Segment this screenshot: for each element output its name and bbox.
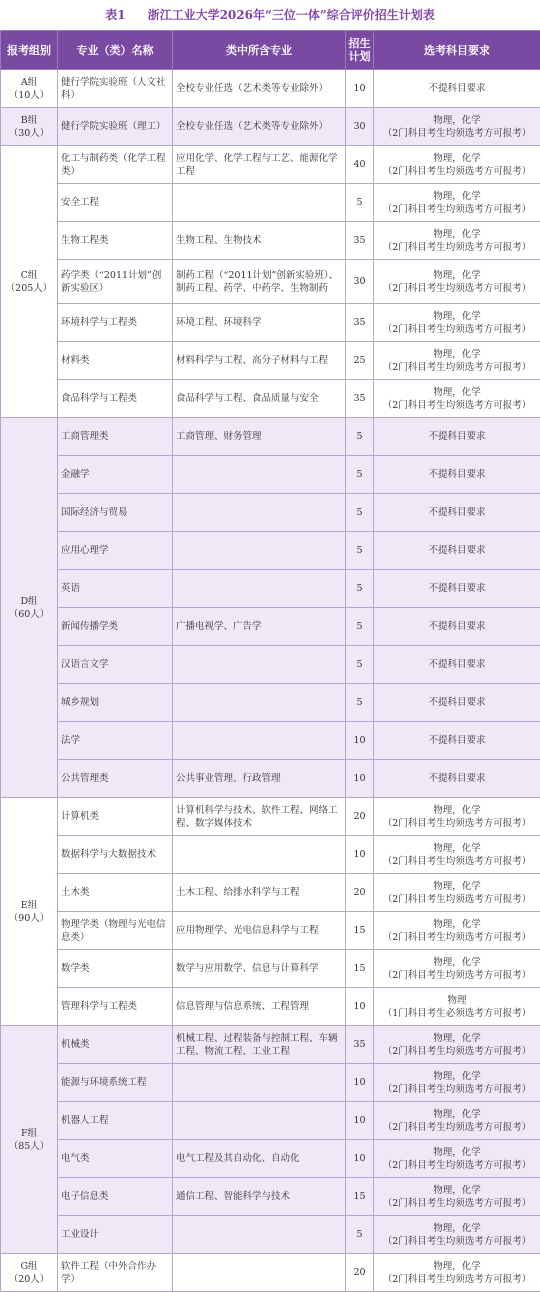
major-cell: 土木类	[58, 874, 173, 912]
subject-requirement-cell: 不提科目要求	[374, 684, 540, 722]
major-cell: 计算机类	[58, 798, 173, 836]
subject-requirement-cell: 不提科目要求	[374, 418, 540, 456]
major-cell: 法学	[58, 722, 173, 760]
subject-requirement-cell: 不提科目要求	[374, 608, 540, 646]
group-cell: A组 （10人）	[1, 70, 58, 108]
plan-cell: 30	[346, 260, 374, 304]
included-majors-cell: 生物工程、生物技术	[173, 222, 346, 260]
subject-requirement-cell: 物理，化学 （2门科目考生均须选考方可报考）	[374, 1102, 540, 1140]
plan-cell: 35	[346, 304, 374, 342]
subject-requirement-cell: 物理，化学 （2门科目考生均须选考方可报考）	[374, 108, 540, 146]
major-cell: 生物工程类	[58, 222, 173, 260]
table-row	[1, 760, 540, 798]
plan-cell: 15	[346, 1178, 374, 1216]
subject-requirement-cell: 物理，化学 （2门科目考生均须选考方可报考）	[374, 1064, 540, 1102]
table-row	[1, 184, 540, 222]
major-cell: 化工与制药类（化学工程类）	[58, 146, 173, 184]
table-title	[0, 0, 540, 30]
header-major: 专业（类）名称	[58, 31, 173, 70]
major-cell: 物理学类（物理与光电信息类）	[58, 912, 173, 950]
subject-requirement-cell: 物理，化学 （2门科目考生均须选考方可报考）	[374, 1026, 540, 1064]
group-cell: E组 （90人）	[1, 798, 58, 1026]
table-row	[1, 1026, 540, 1064]
included-majors-cell	[173, 646, 346, 684]
subject-requirement-cell: 物理，化学 （2门科目考生均须选考方可报考）	[374, 342, 540, 380]
included-majors-cell: 机械工程、过程装备与控制工程、车辆工程、物流工程、工业工程	[173, 1026, 346, 1064]
included-majors-cell: 工商管理、财务管理	[173, 418, 346, 456]
included-majors-cell: 通信工程、智能科学与技术	[173, 1178, 346, 1216]
table-body	[1, 70, 540, 1292]
included-majors-cell: 环境工程、环境科学	[173, 304, 346, 342]
subject-requirement-cell: 不提科目要求	[374, 646, 540, 684]
included-majors-cell: 材料科学与工程、高分子材料与工程	[173, 342, 346, 380]
group-cell: D组 （60人）	[1, 418, 58, 798]
plan-cell: 20	[346, 1254, 374, 1292]
major-cell: 管理科学与工程类	[58, 988, 173, 1026]
included-majors-cell	[173, 1216, 346, 1254]
subject-requirement-cell: 物理，化学 （2门科目考生均须选考方可报考）	[374, 184, 540, 222]
table-title-text: 浙江工业大学2026年“三位一体”综合评价招生计划表	[148, 8, 435, 22]
major-cell: 电气类	[58, 1140, 173, 1178]
included-majors-cell: 公共事业管理、行政管理	[173, 760, 346, 798]
plan-cell: 10	[346, 70, 374, 108]
plan-cell: 5	[346, 608, 374, 646]
subject-requirement-cell: 不提科目要求	[374, 760, 540, 798]
table-row	[1, 532, 540, 570]
included-majors-cell	[173, 570, 346, 608]
plan-cell: 5	[346, 494, 374, 532]
included-majors-cell	[173, 532, 346, 570]
header-plan: 招生计划	[346, 31, 374, 70]
included-majors-cell: 广播电视学、广告学	[173, 608, 346, 646]
table-row	[1, 260, 540, 304]
subject-requirement-cell: 物理，化学 （2门科目考生均须选考方可报考）	[374, 950, 540, 988]
table-header-row	[1, 31, 540, 70]
plan-cell: 5	[346, 684, 374, 722]
table-row	[1, 798, 540, 836]
major-cell: 工业设计	[58, 1216, 173, 1254]
plan-cell: 15	[346, 950, 374, 988]
table-number: 表1	[105, 8, 125, 22]
table-row	[1, 1102, 540, 1140]
subject-requirement-cell: 物理，化学 （2门科目考生均须选考方可报考）	[374, 260, 540, 304]
subject-requirement-cell: 不提科目要求	[374, 456, 540, 494]
included-majors-cell: 全校专业任选（艺术类等专业除外）	[173, 108, 346, 146]
subject-requirement-cell: 物理，化学 （2门科目考生均须选考方可报考）	[374, 380, 540, 418]
table-row	[1, 1216, 540, 1254]
subject-requirement-cell: 物理，化学 （2门科目考生均须选考方可报考）	[374, 1178, 540, 1216]
subject-requirement-cell: 不提科目要求	[374, 494, 540, 532]
table-row	[1, 836, 540, 874]
major-cell: 材料类	[58, 342, 173, 380]
major-cell: 工商管理类	[58, 418, 173, 456]
major-cell: 汉语言文学	[58, 646, 173, 684]
subject-requirement-cell: 不提科目要求	[374, 532, 540, 570]
group-cell: C组 （205人）	[1, 146, 58, 418]
included-majors-cell: 土木工程、给排水科学与工程	[173, 874, 346, 912]
included-majors-cell: 信息管理与信息系统、工程管理	[173, 988, 346, 1026]
subject-requirement-cell: 物理，化学 （2门科目考生均须选考方可报考）	[374, 1216, 540, 1254]
table-row	[1, 722, 540, 760]
plan-cell: 5	[346, 646, 374, 684]
major-cell: 能源与环境系统工程	[58, 1064, 173, 1102]
header-subject-requirement: 选考科目要求	[374, 31, 540, 70]
subject-requirement-cell: 物理，化学 （2门科目考生均须选考方可报考）	[374, 912, 540, 950]
plan-cell: 10	[346, 1140, 374, 1178]
subject-requirement-cell: 物理，化学 （2门科目考生均须选考方可报考）	[374, 304, 540, 342]
plan-cell: 10	[346, 760, 374, 798]
enrollment-plan-table	[0, 30, 540, 1292]
included-majors-cell	[173, 836, 346, 874]
table-row	[1, 456, 540, 494]
plan-cell: 10	[346, 988, 374, 1026]
major-cell: 软件工程（中外合作办学）	[58, 1254, 173, 1292]
plan-cell: 5	[346, 570, 374, 608]
major-cell: 应用心理学	[58, 532, 173, 570]
plan-cell: 25	[346, 342, 374, 380]
subject-requirement-cell: 物理，化学 （2门科目考生均须选考方可报考）	[374, 874, 540, 912]
table-row	[1, 684, 540, 722]
included-majors-cell: 电气工程及其自动化、自动化	[173, 1140, 346, 1178]
major-cell: 公共管理类	[58, 760, 173, 798]
major-cell: 数据科学与大数据技术	[58, 836, 173, 874]
plan-cell: 35	[346, 1026, 374, 1064]
included-majors-cell	[173, 722, 346, 760]
plan-cell: 5	[346, 456, 374, 494]
major-cell: 食品科学与工程类	[58, 380, 173, 418]
table-row	[1, 1140, 540, 1178]
plan-cell: 15	[346, 912, 374, 950]
table-row	[1, 988, 540, 1026]
major-cell: 安全工程	[58, 184, 173, 222]
major-cell: 机器人工程	[58, 1102, 173, 1140]
subject-requirement-cell: 不提科目要求	[374, 70, 540, 108]
included-majors-cell: 应用化学、化学工程与工艺、能源化学工程	[173, 146, 346, 184]
table-row	[1, 108, 540, 146]
included-majors-cell	[173, 1254, 346, 1292]
table-row	[1, 646, 540, 684]
table-row	[1, 342, 540, 380]
plan-cell: 5	[346, 184, 374, 222]
included-majors-cell: 制药工程（“2011计划”创新实验班）、制药工程、药学、中药学、生物制药	[173, 260, 346, 304]
plan-cell: 5	[346, 418, 374, 456]
group-cell: G组 （20人）	[1, 1254, 58, 1292]
table-row	[1, 222, 540, 260]
plan-cell: 10	[346, 722, 374, 760]
major-cell: 健行学院实验班（理工）	[58, 108, 173, 146]
subject-requirement-cell: 物理，化学 （2门科目考生均须选考方可报考）	[374, 222, 540, 260]
plan-cell: 10	[346, 1102, 374, 1140]
table-row	[1, 570, 540, 608]
included-majors-cell	[173, 1102, 346, 1140]
subject-requirement-cell: 物理，化学 （2门科目考生均须选考方可报考）	[374, 1140, 540, 1178]
major-cell: 数学类	[58, 950, 173, 988]
major-cell: 新闻传播学类	[58, 608, 173, 646]
included-majors-cell	[173, 1064, 346, 1102]
table-row	[1, 608, 540, 646]
table-row	[1, 304, 540, 342]
subject-requirement-cell: 物理 （1门科目考生必须选考方可报考）	[374, 988, 540, 1026]
major-cell: 电子信息类	[58, 1178, 173, 1216]
included-majors-cell	[173, 494, 346, 532]
table-row	[1, 146, 540, 184]
subject-requirement-cell: 物理，化学 （2门科目考生均须选考方可报考）	[374, 836, 540, 874]
plan-cell: 20	[346, 874, 374, 912]
included-majors-cell	[173, 684, 346, 722]
table-row	[1, 70, 540, 108]
subject-requirement-cell: 不提科目要求	[374, 570, 540, 608]
plan-cell: 40	[346, 146, 374, 184]
major-cell: 健行学院实验班（人文社科）	[58, 70, 173, 108]
table-row	[1, 418, 540, 456]
major-cell: 英语	[58, 570, 173, 608]
major-cell: 城乡规划	[58, 684, 173, 722]
included-majors-cell: 全校专业任选（艺术类等专业除外）	[173, 70, 346, 108]
header-included-majors: 类中所含专业	[173, 31, 346, 70]
included-majors-cell: 食品科学与工程、食品质量与安全	[173, 380, 346, 418]
plan-cell: 35	[346, 380, 374, 418]
major-cell: 金融学	[58, 456, 173, 494]
subject-requirement-cell: 不提科目要求	[374, 722, 540, 760]
table-row	[1, 1064, 540, 1102]
major-cell: 药学类（“2011计划”创新实验区）	[58, 260, 173, 304]
major-cell: 国际经济与贸易	[58, 494, 173, 532]
subject-requirement-cell: 物理，化学 （2门科目考生均须选考方可报考）	[374, 146, 540, 184]
subject-requirement-cell: 物理，化学 （2门科目考生均须选考方可报考）	[374, 798, 540, 836]
table-row	[1, 950, 540, 988]
included-majors-cell: 计算机科学与技术、软件工程、网络工程、数字媒体技术	[173, 798, 346, 836]
plan-cell: 10	[346, 1064, 374, 1102]
table-row	[1, 380, 540, 418]
major-cell: 机械类	[58, 1026, 173, 1064]
plan-cell: 10	[346, 836, 374, 874]
included-majors-cell	[173, 456, 346, 494]
major-cell: 环境科学与工程类	[58, 304, 173, 342]
table-row	[1, 874, 540, 912]
table-row	[1, 1254, 540, 1292]
plan-cell: 30	[346, 108, 374, 146]
group-cell: B组 （30人）	[1, 108, 58, 146]
header-group: 报考组别	[1, 31, 58, 70]
included-majors-cell: 数学与应用数学、信息与计算科学	[173, 950, 346, 988]
group-cell: F组 （85人）	[1, 1026, 58, 1254]
plan-cell: 5	[346, 1216, 374, 1254]
plan-cell: 5	[346, 532, 374, 570]
table-row	[1, 912, 540, 950]
table-row	[1, 1178, 540, 1216]
included-majors-cell: 应用物理学、光电信息科学与工程	[173, 912, 346, 950]
table-row	[1, 494, 540, 532]
plan-cell: 20	[346, 798, 374, 836]
subject-requirement-cell: 物理，化学 （2门科目考生均须选考方可报考）	[374, 1254, 540, 1292]
plan-cell: 35	[346, 222, 374, 260]
included-majors-cell	[173, 184, 346, 222]
